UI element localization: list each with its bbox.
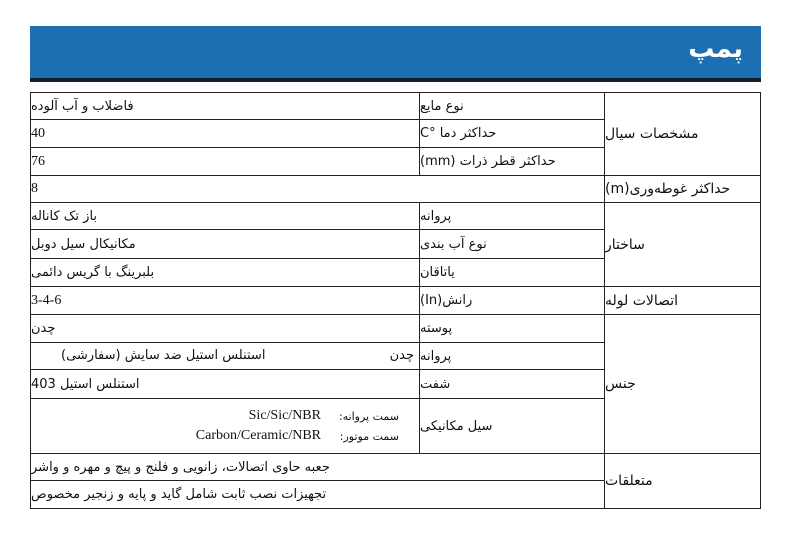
- seal-pump-side-value: Sic/Sic/NBR: [248, 408, 321, 423]
- fluid-particle-value: 76: [30, 147, 420, 176]
- material-casing-value: چدن: [30, 314, 420, 343]
- submersion-value: 8: [30, 175, 605, 203]
- fluid-temp-label: حداکثر دما °C: [419, 119, 605, 148]
- material-impeller-cell: [30, 342, 420, 370]
- seal-motor-side-value: Carbon/Ceramic/NBR: [195, 428, 321, 443]
- material-impeller-value: چدن: [389, 348, 414, 363]
- group-connections: اتصالات لوله: [604, 286, 761, 315]
- accessories-line-1: جعبه حاوی اتصالات، زانویی و فلنج و پیچ و مهره و واشر: [30, 453, 605, 481]
- fluid-type-label: نوع مایع: [419, 92, 605, 120]
- spec-table: [30, 92, 761, 509]
- structure-seal-label: نوع آب بندی: [419, 229, 605, 259]
- structure-impeller-label: پروانه: [419, 202, 605, 230]
- group-material: جنس: [604, 314, 761, 454]
- page-title: پمپ: [688, 34, 743, 64]
- title-banner: [30, 26, 761, 78]
- fluid-type-value: فاضلاب و آب آلوده: [30, 92, 420, 120]
- material-impeller-option: استنلس استیل ضد سایش (سفارشی): [61, 348, 266, 363]
- group-accessories: متعلقات: [604, 453, 761, 509]
- group-structure: ساختار: [604, 202, 761, 287]
- seal-motor-side-label: سمت موتور:: [339, 430, 399, 443]
- fluid-particle-label: حداکثر قطر ذرات (mm): [419, 147, 605, 176]
- structure-impeller-value: باز تک کاناله: [30, 202, 420, 230]
- structure-bearing-value: بلبرینگ با گریس دائمی: [30, 258, 420, 287]
- material-shaft-label: شفت: [419, 369, 605, 399]
- material-shaft-value: استنلس استیل 403: [30, 369, 420, 399]
- material-impeller-label: پروانه: [419, 342, 605, 370]
- accessories-line-2: تجهیزات نصب ثابت شامل گاید و پایه و زنجیر مخصوص: [30, 480, 605, 509]
- material-casing-label: پوسته: [419, 314, 605, 343]
- banner-divider: [30, 78, 761, 82]
- connections-flange-value: 3-4-6: [30, 286, 420, 315]
- material-mech-seal-label: سیل مکانیکی: [419, 398, 605, 454]
- structure-bearing-label: یاتاقان: [419, 258, 605, 287]
- seal-pump-side-label: سمت پروانه:: [338, 410, 399, 423]
- submersion-label: حداکثر غوطه‌وری(m): [604, 175, 761, 203]
- fluid-temp-value: 40: [30, 119, 420, 148]
- group-fluid: مشخصات سیال: [604, 92, 761, 176]
- connections-flange-label: رانش(In): [419, 286, 605, 315]
- material-mech-seal-cell: [30, 398, 420, 454]
- structure-seal-value: مکانیکال سیل دوبل: [30, 229, 420, 259]
